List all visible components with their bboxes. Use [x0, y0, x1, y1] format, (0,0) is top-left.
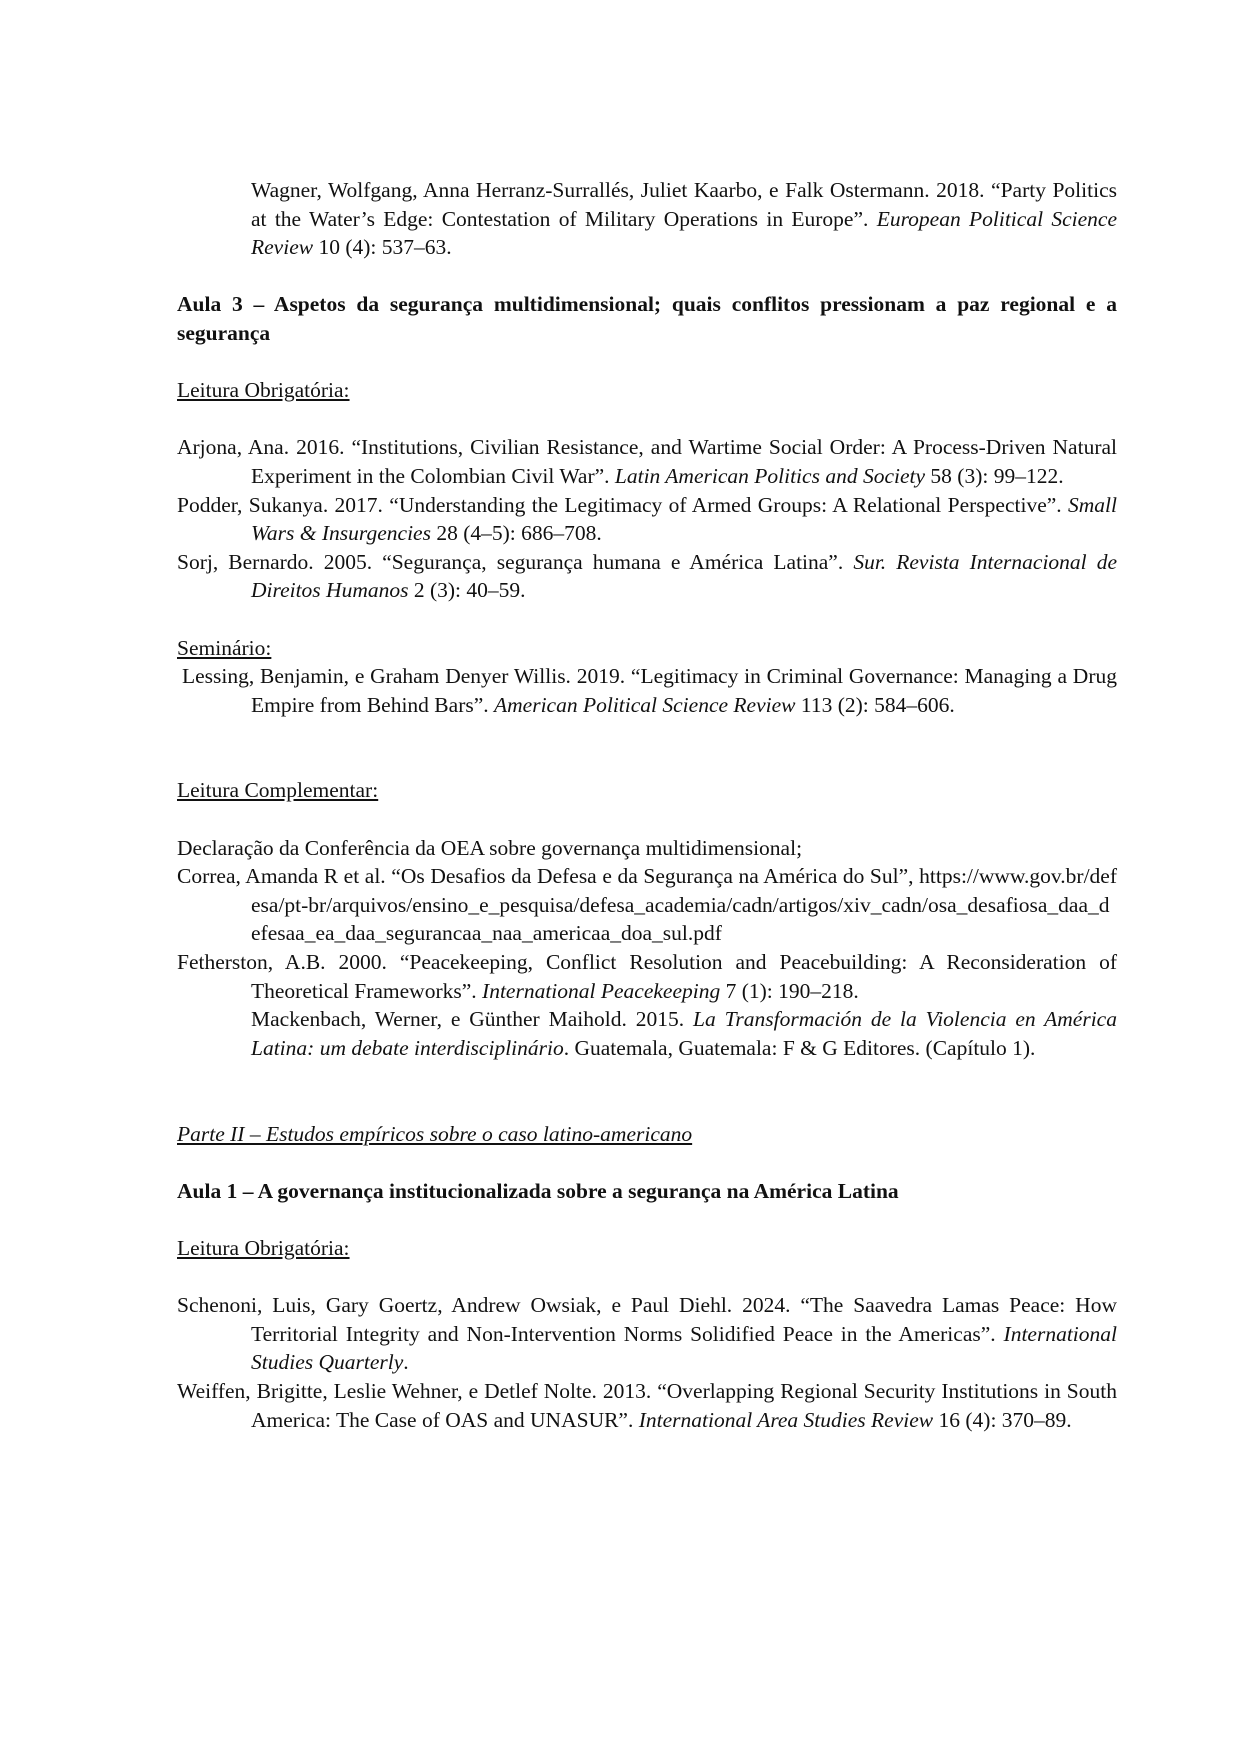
aula3-heading: Aula 3 – Aspetos da segurança multidimensional; quais conflitos pressionam a paz regional e a segurança	[177, 292, 1117, 345]
reference-lessing: Lessing, Benjamin, e Graham Denyer Willis. 2019. “Legitimacy in Criminal Governance: Managing a Drug Empire from Behind Bars”. American Political Science Review 113 (2): 584–606.	[182, 664, 1117, 717]
reference-sorj: Sorj, Bernardo. 2005. “Segurança, segurança humana e América Latina”. Sur. Revista Internacional de Direitos Humanos 2 (3): 40–59.	[177, 549, 1118, 603]
reference-podder: Podder, Sukanya. 2017. “Understanding the Legitimacy of Armed Groups: A Relational Perspective”. Small Wars & Insurgencies 28 (4–5): 686–708.	[177, 492, 1117, 546]
reference-mackenbach: Mackenbach, Werner, e Günther Maihold. 2015. La Transformación de la Violencia en América Latina: um debate interdisciplinário. Guatemala, Guatemala: F & G Editores. (Capítulo 1).	[251, 1007, 1117, 1060]
reference-correa: Correa, Amanda R et al. “Os Desafios da Defesa e da Segurança na América do Sul”, https://www.gov.br/defesa/pt-br/arquivos/ensino_e_pesquisa/defesa_academia/cadn/artigos/xiv_cadn/osa_desafiosa_daa_defesaa_ea_daa_segurancaa_naa_americaa_doa_sul.pdf	[177, 864, 1117, 946]
reference-schenoni: Schenoni, Luis, Gary Goertz, Andrew Owsiak, e Paul Diehl. 2024. “The Saavedra Lamas Peace: How Territorial Integrity and Non-Intervention Norms Solidified Peace in the Americas”. International Studies Quarterly.	[177, 1293, 1117, 1375]
reference-wagner: Wagner, Wolfgang, Anna Herranz-Surrallés, Juliet Kaarbo, e Falk Ostermann. 2018. “Party Politics at the Water’s Edge: Contestation of Military Operations in Europe”. European Political Science Review 10 (4): 537–63.	[251, 178, 1118, 260]
aula3-obrigatoria-label: Leitura Obrigatória:	[177, 378, 350, 403]
reference-weiffen: Weiffen, Brigitte, Leslie Wehner, e Detlef Nolte. 2013. “Overlapping Regional Security Institutions in South America: The Case of OAS and UNASUR”. International Area Studies Review 16 (4): 370–89.	[177, 1378, 1117, 1432]
reference-oea: Declaração da Conferência da OEA sobre governança multidimensional;	[177, 835, 803, 860]
parte2-title: Parte II – Estudos empíricos sobre o caso latino-americano	[177, 1121, 693, 1146]
parte2-obrigatoria-label: Leitura Obrigatória:	[177, 1235, 350, 1260]
parte2-aula1-heading: Aula 1 – A governança institucionalizada sobre a segurança na América Latina	[177, 1178, 899, 1203]
document-page	[177, 176, 1117, 1434]
aula3-seminario-label: Seminário:	[177, 635, 272, 660]
aula3-complementar-label: Leitura Complementar:	[177, 778, 379, 803]
reference-arjona: Arjona, Ana. 2016. “Institutions, Civilian Resistance, and Wartime Social Order: A Process-Driven Natural Experiment in the Colombian Civil War”. Latin American Politics and Society 58 (3): 99–122.	[177, 435, 1117, 488]
reference-fetherston: Fetherston, A.B. 2000. “Peacekeeping, Conflict Resolution and Peacebuilding: A Reconsideration of Theoretical Frameworks”. International Peacekeeping 7 (1): 190–218.	[177, 950, 1117, 1003]
